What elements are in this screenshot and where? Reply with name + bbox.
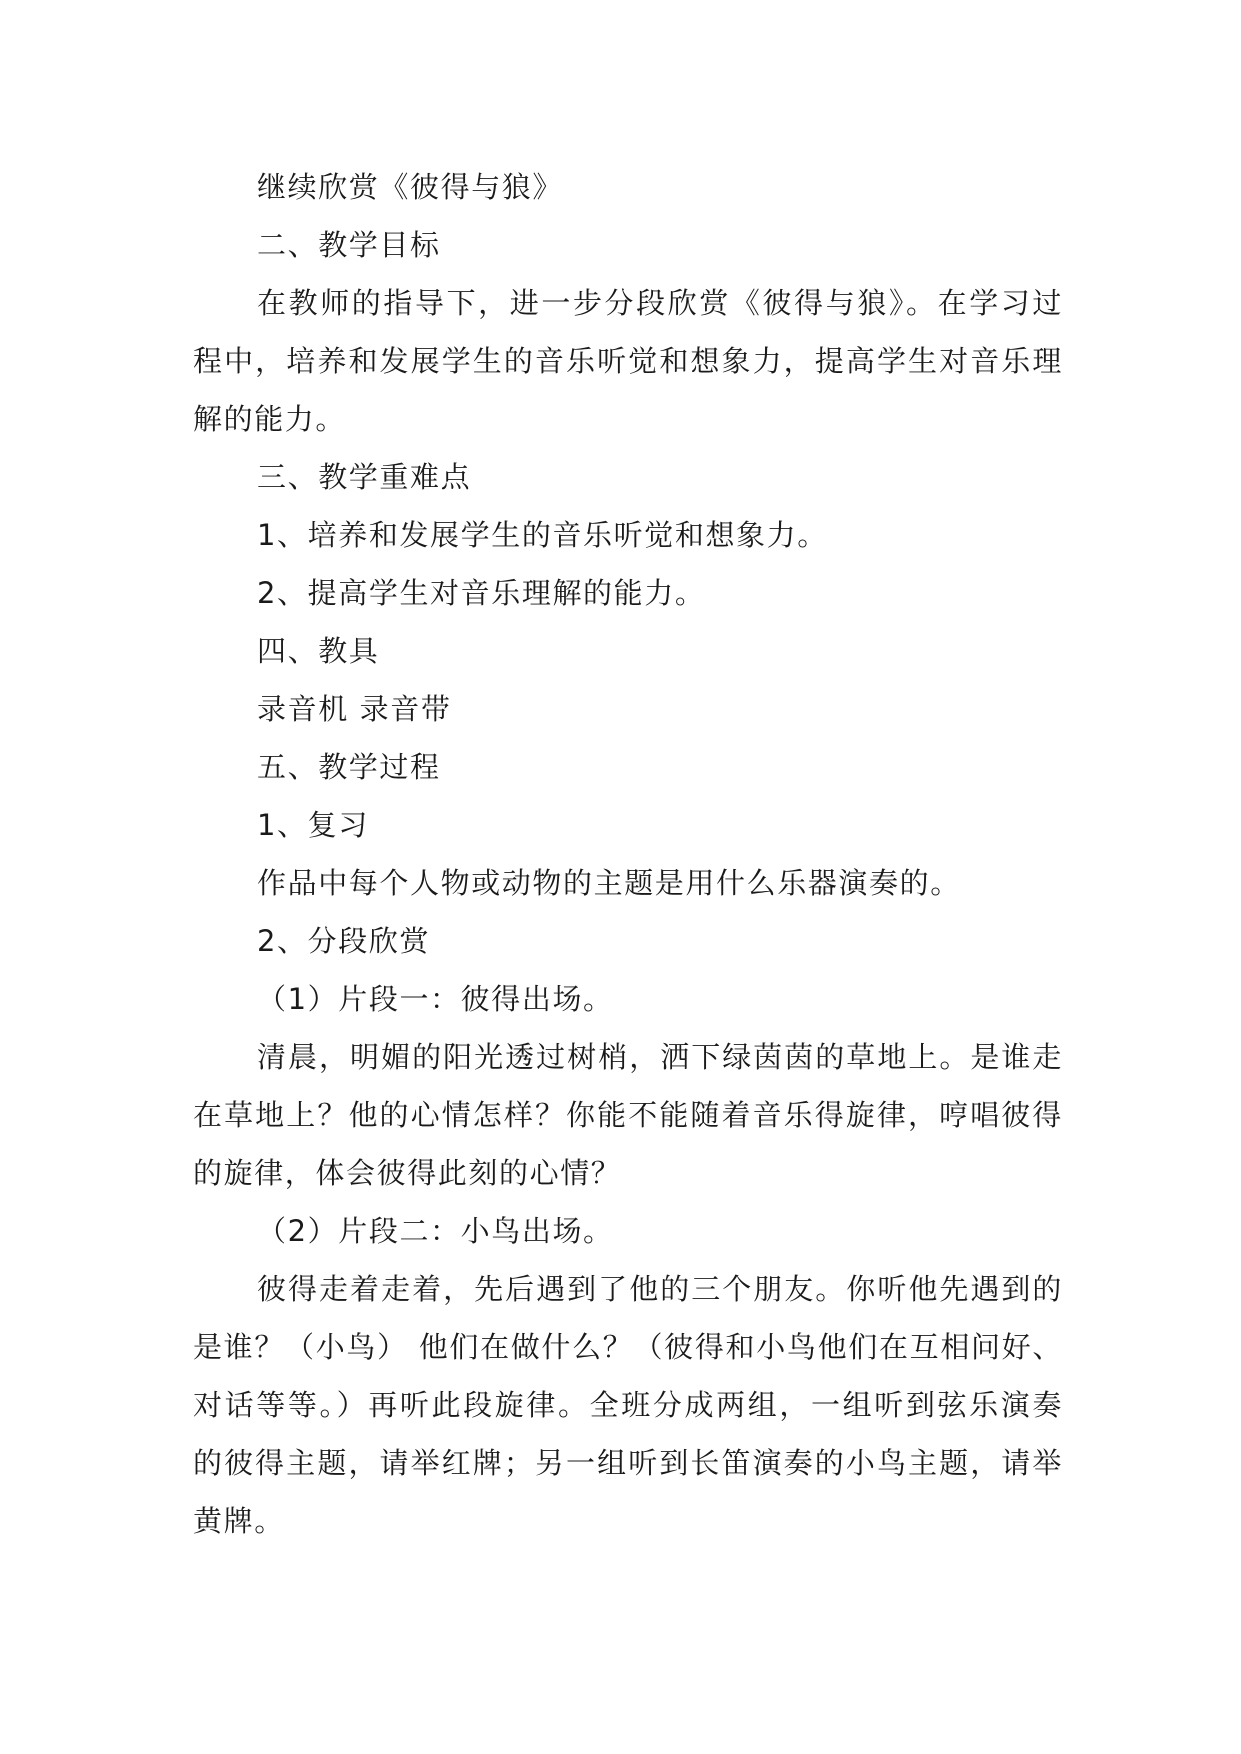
paragraph-materials: 录音机 录音带 bbox=[257, 692, 452, 726]
subheading-segment-2: （2）片段二：小鸟出场。 bbox=[257, 1214, 614, 1248]
section-heading-key-points: 三、教学重难点 bbox=[257, 460, 472, 494]
paragraph-objectives: 在教师的指导下，进一步分段欣赏《彼得与狼》。在学习过程中，培养和发展学生的音乐听觉和想象力，提高学生对音乐理解的能力。 bbox=[193, 286, 1063, 436]
subheading-segment-1: （1）片段一：彼得出场。 bbox=[257, 982, 614, 1016]
list-item-segment-appreciation: 2、分段欣赏 bbox=[257, 924, 431, 958]
paragraph-segment-2: 彼得走着走着，先后遇到了他的三个朋友。你听他先遇到的是谁？（小鸟） 他们在做什么？（彼得和小鸟他们在互相问好、对话等等。）再听此段旋律。全班分成两组，一组听到弦乐演奏的彼得主题，请举红牌；另一组听到长笛演奏的小鸟主题，请举黄牌。 bbox=[193, 1272, 1063, 1538]
list-item-key-point-2: 2、提高学生对音乐理解的能力。 bbox=[257, 576, 706, 610]
section-heading-materials: 四、教具 bbox=[257, 634, 380, 668]
paragraph-review: 作品中每个人物或动物的主题是用什么乐器演奏的。 bbox=[257, 866, 961, 900]
list-item-review: 1、复习 bbox=[257, 808, 369, 842]
document-body bbox=[193, 158, 1063, 1550]
paragraph-segment-1: 清晨，明媚的阳光透过树梢，洒下绿茵茵的草地上。是谁走在草地上？他的心情怎样？你能不能随着音乐得旋律，哼唱彼得的旋律，体会彼得此刻的心情？ bbox=[193, 1040, 1063, 1190]
paragraph-intro: 继续欣赏《彼得与狼》 bbox=[257, 170, 564, 204]
section-heading-objectives: 二、教学目标 bbox=[257, 228, 441, 262]
section-heading-process: 五、教学过程 bbox=[257, 750, 441, 784]
list-item-key-point-1: 1、培养和发展学生的音乐听觉和想象力。 bbox=[257, 518, 828, 552]
